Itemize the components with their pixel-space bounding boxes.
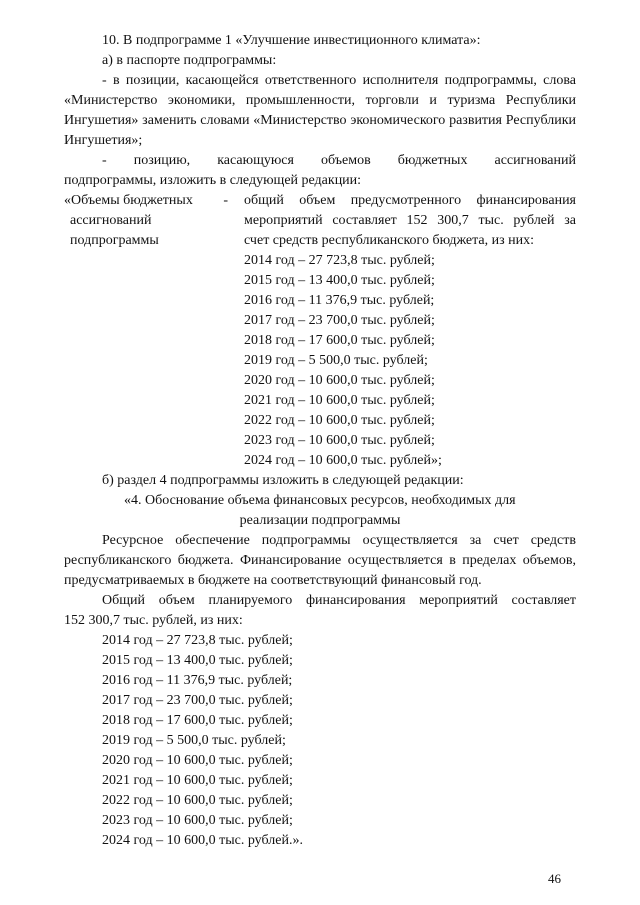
section-year-item: 2018 год – 17 600,0 тыс. рублей; bbox=[102, 713, 293, 728]
section-year-item: 2021 год – 10 600,0 тыс. рублей; bbox=[102, 773, 293, 788]
passport-label-cell bbox=[64, 191, 244, 471]
passport-year-item: 2022 год – 10 600,0 тыс. рублей; bbox=[244, 413, 435, 428]
passport-year-item: 2023 год – 10 600,0 тыс. рублей; bbox=[244, 433, 435, 448]
paragraph-resource-provision: Ресурсное обеспечение подпрограммы осуществляется за счет средств республиканского бюджета. Финансирование осуществляется в пределах объемов, предусматриваемых в бюджете на соответствующий финансовый год. bbox=[64, 533, 576, 588]
section-year-item: 2020 год – 10 600,0 тыс. рублей; bbox=[102, 753, 293, 768]
passport-year-item: 2024 год – 10 600,0 тыс. рублей»; bbox=[244, 453, 442, 468]
passport-year-item: 2017 год – 23 700,0 тыс. рублей; bbox=[244, 313, 435, 328]
sub-item-b: б) раздел 4 подпрограммы изложить в следующей редакции: bbox=[102, 473, 464, 488]
page-number: 46 bbox=[548, 871, 561, 886]
paragraph-responsible-executor: - в позиции, касающейся ответственного исполнителя подпрограммы, слова «Министерство экономики, промышленности, торговли и туризма Республики Ингушетия» заменить словами «Министерство экономического развития Республики Ингушетия»; bbox=[64, 73, 576, 148]
passport-value-line1: общий объем предусмотренного финансирования bbox=[244, 193, 576, 208]
section-year-item: 2016 год – 11 376,9 тыс. рублей; bbox=[102, 673, 293, 688]
section-years-list bbox=[64, 631, 576, 851]
passport-years-list bbox=[244, 251, 576, 471]
section-4-title-line2: реализации подпрограммы bbox=[239, 513, 401, 528]
passport-year-item: 2020 год – 10 600,0 тыс. рублей; bbox=[244, 373, 435, 388]
passport-label-line3: подпрограммы bbox=[70, 233, 159, 248]
passport-year-item: 2015 год – 13 400,0 тыс. рублей; bbox=[244, 273, 435, 288]
section-year-item: 2015 год – 13 400,0 тыс. рублей; bbox=[102, 653, 293, 668]
section-year-item: 2019 год – 5 500,0 тыс. рублей; bbox=[102, 733, 286, 748]
paragraph-total-financing-line1: Общий объем планируемого финансирования мероприятий составляет bbox=[102, 593, 576, 608]
paragraph-total-financing-line2: 152 300,7 тыс. рублей, из них: bbox=[64, 613, 243, 628]
passport-label-row bbox=[64, 191, 228, 211]
passport-year-item: 2021 год – 10 600,0 тыс. рублей; bbox=[244, 393, 435, 408]
passport-year-item: 2014 год – 27 723,8 тыс. рублей; bbox=[244, 253, 435, 268]
passport-value-line2: мероприятий составляет 152 300,7 тыс. рублей за bbox=[244, 213, 576, 228]
item-10-heading: 10. В подпрограмме 1 «Улучшение инвестиционного климата»: bbox=[102, 33, 481, 48]
section-year-item: 2024 год – 10 600,0 тыс. рублей.». bbox=[102, 833, 303, 848]
passport-value-cell bbox=[244, 191, 576, 471]
section-4-title-line1: «4. Обоснование объема финансовых ресурсов, необходимых для bbox=[124, 493, 516, 508]
passport-label-line2: ассигнований bbox=[70, 213, 152, 228]
passport-label-line1: «Объемы бюджетных bbox=[64, 193, 193, 208]
passport-value-line3: счет средств республиканского бюджета, из них: bbox=[244, 233, 535, 248]
sub-item-a: а) в паспорте подпрограммы: bbox=[102, 53, 277, 68]
section-year-item: 2022 год – 10 600,0 тыс. рублей; bbox=[102, 793, 293, 808]
paragraph-budget-position-line2: подпрограммы, изложить в следующей редакции: bbox=[64, 173, 362, 188]
section-year-item: 2023 год – 10 600,0 тыс. рублей; bbox=[102, 813, 293, 828]
document-body bbox=[64, 31, 576, 851]
section-year-item: 2014 год – 27 723,8 тыс. рублей; bbox=[102, 633, 293, 648]
passport-label-dash: - bbox=[223, 193, 228, 208]
passport-year-item: 2019 год – 5 500,0 тыс. рублей; bbox=[244, 353, 428, 368]
passport-table-row bbox=[64, 191, 576, 471]
paragraph-budget-position-line1: - позицию, касающуюся объемов бюджетных ассигнований bbox=[102, 153, 576, 168]
passport-year-item: 2018 год – 17 600,0 тыс. рублей; bbox=[244, 333, 435, 348]
passport-year-item: 2016 год – 11 376,9 тыс. рублей; bbox=[244, 293, 435, 308]
section-year-item: 2017 год – 23 700,0 тыс. рублей; bbox=[102, 693, 293, 708]
